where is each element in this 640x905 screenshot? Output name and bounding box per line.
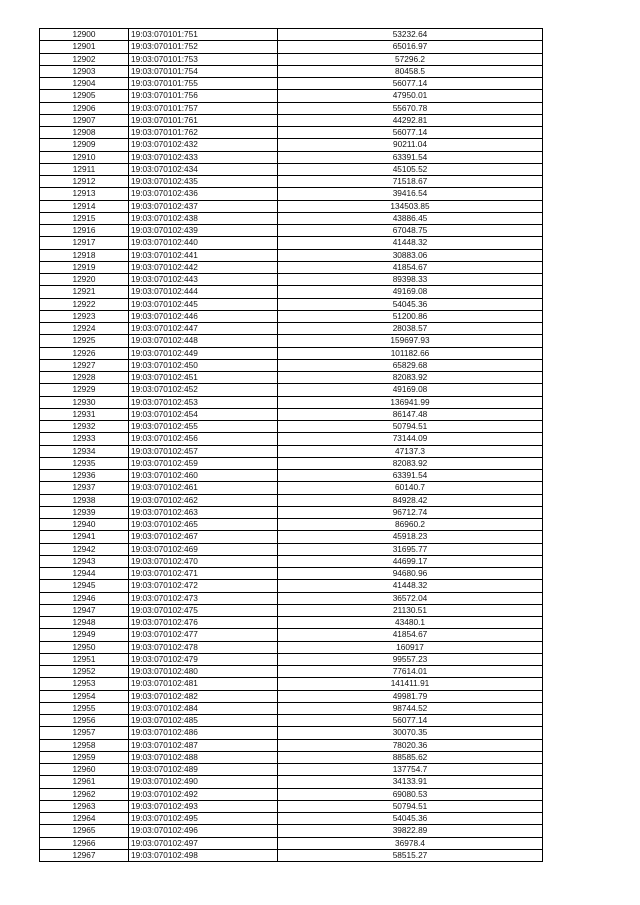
data-table xyxy=(39,28,543,862)
table-row xyxy=(40,274,543,286)
table-row xyxy=(40,127,543,139)
table-row xyxy=(40,849,543,861)
value-cell: 90211.04 xyxy=(278,139,543,151)
row-number-cell: 12948 xyxy=(40,617,129,629)
cadastral-number-cell: 19:03:070102:439 xyxy=(129,225,278,237)
row-number-cell: 12936 xyxy=(40,470,129,482)
cadastral-number-cell: 19:03:070102:453 xyxy=(129,396,278,408)
row-number-cell: 12950 xyxy=(40,641,129,653)
value-cell: 71518.67 xyxy=(278,176,543,188)
cadastral-number-cell: 19:03:070102:496 xyxy=(129,825,278,837)
value-cell: 96712.74 xyxy=(278,506,543,518)
value-cell: 49169.08 xyxy=(278,286,543,298)
row-number-cell: 12906 xyxy=(40,102,129,114)
cadastral-number-cell: 19:03:070102:436 xyxy=(129,188,278,200)
value-cell: 67048.75 xyxy=(278,225,543,237)
table-row xyxy=(40,261,543,273)
cadastral-number-cell: 19:03:070101:753 xyxy=(129,53,278,65)
row-number-cell: 12911 xyxy=(40,163,129,175)
value-cell: 54045.36 xyxy=(278,813,543,825)
table-row xyxy=(40,188,543,200)
cadastral-number-cell: 19:03:070102:498 xyxy=(129,849,278,861)
value-cell: 44292.81 xyxy=(278,114,543,126)
value-cell: 41854.67 xyxy=(278,261,543,273)
table-row xyxy=(40,788,543,800)
row-number-cell: 12915 xyxy=(40,212,129,224)
table-row xyxy=(40,445,543,457)
value-cell: 41448.32 xyxy=(278,237,543,249)
cadastral-number-cell: 19:03:070102:497 xyxy=(129,837,278,849)
cadastral-number-cell: 19:03:070101:751 xyxy=(129,29,278,41)
value-cell: 136941.99 xyxy=(278,396,543,408)
cadastral-number-cell: 19:03:070102:470 xyxy=(129,555,278,567)
row-number-cell: 12912 xyxy=(40,176,129,188)
cadastral-number-cell: 19:03:070102:479 xyxy=(129,653,278,665)
row-number-cell: 12967 xyxy=(40,849,129,861)
value-cell: 50794.51 xyxy=(278,800,543,812)
value-cell: 86147.48 xyxy=(278,408,543,420)
value-cell: 43480.1 xyxy=(278,617,543,629)
row-number-cell: 12900 xyxy=(40,29,129,41)
value-cell: 34133.91 xyxy=(278,776,543,788)
cadastral-number-cell: 19:03:070102:490 xyxy=(129,776,278,788)
cadastral-number-cell: 19:03:070102:471 xyxy=(129,568,278,580)
row-number-cell: 12931 xyxy=(40,408,129,420)
row-number-cell: 12928 xyxy=(40,372,129,384)
cadastral-number-cell: 19:03:070102:452 xyxy=(129,384,278,396)
table-row xyxy=(40,359,543,371)
table-row xyxy=(40,139,543,151)
row-number-cell: 12944 xyxy=(40,568,129,580)
table-row xyxy=(40,604,543,616)
row-number-cell: 12961 xyxy=(40,776,129,788)
table-row xyxy=(40,629,543,641)
table-row xyxy=(40,176,543,188)
row-number-cell: 12919 xyxy=(40,261,129,273)
cadastral-number-cell: 19:03:070102:433 xyxy=(129,151,278,163)
cadastral-number-cell: 19:03:070102:488 xyxy=(129,751,278,763)
cadastral-number-cell: 19:03:070102:467 xyxy=(129,531,278,543)
value-cell: 41448.32 xyxy=(278,580,543,592)
table-row xyxy=(40,298,543,310)
cadastral-number-cell: 19:03:070102:476 xyxy=(129,617,278,629)
cadastral-number-cell: 19:03:070102:443 xyxy=(129,274,278,286)
value-cell: 78020.36 xyxy=(278,739,543,751)
row-number-cell: 12901 xyxy=(40,41,129,53)
value-cell: 43886.45 xyxy=(278,212,543,224)
value-cell: 134503.85 xyxy=(278,200,543,212)
cadastral-number-cell: 19:03:070102:454 xyxy=(129,408,278,420)
table-row xyxy=(40,666,543,678)
table-body xyxy=(40,29,543,862)
value-cell: 82083.92 xyxy=(278,372,543,384)
table-row xyxy=(40,580,543,592)
row-number-cell: 12957 xyxy=(40,727,129,739)
row-number-cell: 12908 xyxy=(40,127,129,139)
row-number-cell: 12932 xyxy=(40,421,129,433)
value-cell: 53232.64 xyxy=(278,29,543,41)
value-cell: 30070.35 xyxy=(278,727,543,739)
cadastral-number-cell: 19:03:070102:448 xyxy=(129,335,278,347)
cadastral-number-cell: 19:03:070102:489 xyxy=(129,764,278,776)
table-row xyxy=(40,114,543,126)
row-number-cell: 12940 xyxy=(40,519,129,531)
row-number-cell: 12925 xyxy=(40,335,129,347)
cadastral-number-cell: 19:03:070102:446 xyxy=(129,310,278,322)
cadastral-number-cell: 19:03:070102:437 xyxy=(129,200,278,212)
row-number-cell: 12923 xyxy=(40,310,129,322)
value-cell: 98744.52 xyxy=(278,702,543,714)
value-cell: 45105.52 xyxy=(278,163,543,175)
table-row xyxy=(40,678,543,690)
cadastral-number-cell: 19:03:070102:493 xyxy=(129,800,278,812)
cadastral-number-cell: 19:03:070101:752 xyxy=(129,41,278,53)
row-number-cell: 12921 xyxy=(40,286,129,298)
row-number-cell: 12924 xyxy=(40,323,129,335)
row-number-cell: 12913 xyxy=(40,188,129,200)
row-number-cell: 12956 xyxy=(40,715,129,727)
table-row xyxy=(40,813,543,825)
row-number-cell: 12946 xyxy=(40,592,129,604)
table-row xyxy=(40,384,543,396)
table-row xyxy=(40,102,543,114)
cadastral-number-cell: 19:03:070102:481 xyxy=(129,678,278,690)
table-row xyxy=(40,519,543,531)
value-cell: 56077.14 xyxy=(278,78,543,90)
cadastral-number-cell: 19:03:070102:495 xyxy=(129,813,278,825)
table-row xyxy=(40,41,543,53)
table-row xyxy=(40,53,543,65)
value-cell: 44699.17 xyxy=(278,555,543,567)
cadastral-number-cell: 19:03:070102:478 xyxy=(129,641,278,653)
row-number-cell: 12958 xyxy=(40,739,129,751)
row-number-cell: 12930 xyxy=(40,396,129,408)
cadastral-number-cell: 19:03:070102:447 xyxy=(129,323,278,335)
table-row xyxy=(40,825,543,837)
table-row xyxy=(40,200,543,212)
table-row xyxy=(40,421,543,433)
cadastral-number-cell: 19:03:070101:755 xyxy=(129,78,278,90)
cadastral-number-cell: 19:03:070101:754 xyxy=(129,65,278,77)
cadastral-number-cell: 19:03:070101:761 xyxy=(129,114,278,126)
value-cell: 160917 xyxy=(278,641,543,653)
table-row xyxy=(40,90,543,102)
table-row xyxy=(40,506,543,518)
value-cell: 101182.66 xyxy=(278,347,543,359)
table-row xyxy=(40,592,543,604)
cadastral-number-cell: 19:03:070102:445 xyxy=(129,298,278,310)
table-row xyxy=(40,286,543,298)
table-row xyxy=(40,653,543,665)
cadastral-number-cell: 19:03:070102:492 xyxy=(129,788,278,800)
cadastral-number-cell: 19:03:070102:460 xyxy=(129,470,278,482)
value-cell: 159697.93 xyxy=(278,335,543,347)
table-row xyxy=(40,690,543,702)
cadastral-number-cell: 19:03:070102:465 xyxy=(129,519,278,531)
table-row xyxy=(40,641,543,653)
value-cell: 28038.57 xyxy=(278,323,543,335)
cadastral-number-cell: 19:03:070102:438 xyxy=(129,212,278,224)
row-number-cell: 12942 xyxy=(40,543,129,555)
value-cell: 51200.86 xyxy=(278,310,543,322)
row-number-cell: 12929 xyxy=(40,384,129,396)
row-number-cell: 12907 xyxy=(40,114,129,126)
table-row xyxy=(40,568,543,580)
cadastral-number-cell: 19:03:070102:442 xyxy=(129,261,278,273)
cadastral-number-cell: 19:03:070102:451 xyxy=(129,372,278,384)
value-cell: 21130.51 xyxy=(278,604,543,616)
cadastral-number-cell: 19:03:070102:482 xyxy=(129,690,278,702)
table-row xyxy=(40,764,543,776)
row-number-cell: 12920 xyxy=(40,274,129,286)
row-number-cell: 12964 xyxy=(40,813,129,825)
row-number-cell: 12935 xyxy=(40,457,129,469)
table-row xyxy=(40,800,543,812)
row-number-cell: 12945 xyxy=(40,580,129,592)
table-row xyxy=(40,543,543,555)
table-row xyxy=(40,776,543,788)
cadastral-number-cell: 19:03:070102:484 xyxy=(129,702,278,714)
cadastral-number-cell: 19:03:070102:472 xyxy=(129,580,278,592)
table-row xyxy=(40,751,543,763)
table-row xyxy=(40,396,543,408)
row-number-cell: 12955 xyxy=(40,702,129,714)
table-row xyxy=(40,457,543,469)
cadastral-number-cell: 19:03:070102:432 xyxy=(129,139,278,151)
cadastral-number-cell: 19:03:070102:456 xyxy=(129,433,278,445)
table-row xyxy=(40,702,543,714)
cadastral-number-cell: 19:03:070101:757 xyxy=(129,102,278,114)
table-row xyxy=(40,531,543,543)
cadastral-number-cell: 19:03:070102:459 xyxy=(129,457,278,469)
row-number-cell: 12916 xyxy=(40,225,129,237)
row-number-cell: 12927 xyxy=(40,359,129,371)
cadastral-number-cell: 19:03:070102:450 xyxy=(129,359,278,371)
row-number-cell: 12934 xyxy=(40,445,129,457)
value-cell: 30883.06 xyxy=(278,249,543,261)
value-cell: 39416.54 xyxy=(278,188,543,200)
value-cell: 69080.53 xyxy=(278,788,543,800)
row-number-cell: 12938 xyxy=(40,494,129,506)
row-number-cell: 12904 xyxy=(40,78,129,90)
row-number-cell: 12914 xyxy=(40,200,129,212)
row-number-cell: 12966 xyxy=(40,837,129,849)
cadastral-number-cell: 19:03:070102:477 xyxy=(129,629,278,641)
row-number-cell: 12963 xyxy=(40,800,129,812)
value-cell: 56077.14 xyxy=(278,127,543,139)
value-cell: 58515.27 xyxy=(278,849,543,861)
table-row xyxy=(40,347,543,359)
value-cell: 47950.01 xyxy=(278,90,543,102)
value-cell: 84928.42 xyxy=(278,494,543,506)
value-cell: 63391.54 xyxy=(278,151,543,163)
row-number-cell: 12917 xyxy=(40,237,129,249)
value-cell: 65829.68 xyxy=(278,359,543,371)
table-row xyxy=(40,715,543,727)
row-number-cell: 12947 xyxy=(40,604,129,616)
row-number-cell: 12954 xyxy=(40,690,129,702)
table-row xyxy=(40,78,543,90)
table-row xyxy=(40,212,543,224)
cadastral-number-cell: 19:03:070102:486 xyxy=(129,727,278,739)
cadastral-number-cell: 19:03:070102:435 xyxy=(129,176,278,188)
value-cell: 36978.4 xyxy=(278,837,543,849)
cadastral-number-cell: 19:03:070102:485 xyxy=(129,715,278,727)
cadastral-number-cell: 19:03:070102:487 xyxy=(129,739,278,751)
table-row xyxy=(40,617,543,629)
value-cell: 99557.23 xyxy=(278,653,543,665)
value-cell: 50794.51 xyxy=(278,421,543,433)
row-number-cell: 12937 xyxy=(40,482,129,494)
table-row xyxy=(40,739,543,751)
table-row xyxy=(40,494,543,506)
value-cell: 41854.67 xyxy=(278,629,543,641)
row-number-cell: 12953 xyxy=(40,678,129,690)
cadastral-number-cell: 19:03:070102:440 xyxy=(129,237,278,249)
row-number-cell: 12905 xyxy=(40,90,129,102)
value-cell: 49169.08 xyxy=(278,384,543,396)
row-number-cell: 12959 xyxy=(40,751,129,763)
table-row xyxy=(40,335,543,347)
cadastral-number-cell: 19:03:070102:434 xyxy=(129,163,278,175)
cadastral-number-cell: 19:03:070102:444 xyxy=(129,286,278,298)
cadastral-number-cell: 19:03:070101:756 xyxy=(129,90,278,102)
row-number-cell: 12943 xyxy=(40,555,129,567)
value-cell: 56077.14 xyxy=(278,715,543,727)
value-cell: 82083.92 xyxy=(278,457,543,469)
cadastral-number-cell: 19:03:070102:461 xyxy=(129,482,278,494)
row-number-cell: 12909 xyxy=(40,139,129,151)
value-cell: 86960.2 xyxy=(278,519,543,531)
value-cell: 89398.33 xyxy=(278,274,543,286)
value-cell: 141411.91 xyxy=(278,678,543,690)
table-row xyxy=(40,837,543,849)
row-number-cell: 12933 xyxy=(40,433,129,445)
value-cell: 54045.36 xyxy=(278,298,543,310)
value-cell: 31695.77 xyxy=(278,543,543,555)
cadastral-number-cell: 19:03:070102:462 xyxy=(129,494,278,506)
row-number-cell: 12926 xyxy=(40,347,129,359)
value-cell: 63391.54 xyxy=(278,470,543,482)
table-row xyxy=(40,323,543,335)
table-row xyxy=(40,433,543,445)
table-row xyxy=(40,727,543,739)
table-row xyxy=(40,249,543,261)
cadastral-number-cell: 19:03:070102:475 xyxy=(129,604,278,616)
row-number-cell: 12939 xyxy=(40,506,129,518)
row-number-cell: 12918 xyxy=(40,249,129,261)
row-number-cell: 12903 xyxy=(40,65,129,77)
table-row xyxy=(40,470,543,482)
table-row xyxy=(40,555,543,567)
value-cell: 77614.01 xyxy=(278,666,543,678)
table-row xyxy=(40,310,543,322)
row-number-cell: 12922 xyxy=(40,298,129,310)
row-number-cell: 12960 xyxy=(40,764,129,776)
table-row xyxy=(40,65,543,77)
row-number-cell: 12902 xyxy=(40,53,129,65)
table-row xyxy=(40,372,543,384)
table-row xyxy=(40,225,543,237)
cadastral-number-cell: 19:03:070102:469 xyxy=(129,543,278,555)
cadastral-number-cell: 19:03:070102:455 xyxy=(129,421,278,433)
table-row xyxy=(40,29,543,41)
cadastral-number-cell: 19:03:070102:480 xyxy=(129,666,278,678)
value-cell: 49981.79 xyxy=(278,690,543,702)
row-number-cell: 12949 xyxy=(40,629,129,641)
value-cell: 36572.04 xyxy=(278,592,543,604)
value-cell: 39822.89 xyxy=(278,825,543,837)
row-number-cell: 12965 xyxy=(40,825,129,837)
value-cell: 47137.3 xyxy=(278,445,543,457)
row-number-cell: 12952 xyxy=(40,666,129,678)
value-cell: 94680.96 xyxy=(278,568,543,580)
cadastral-number-cell: 19:03:070101:762 xyxy=(129,127,278,139)
row-number-cell: 12951 xyxy=(40,653,129,665)
row-number-cell: 12941 xyxy=(40,531,129,543)
table-row xyxy=(40,408,543,420)
value-cell: 57296.2 xyxy=(278,53,543,65)
table-row xyxy=(40,482,543,494)
cadastral-number-cell: 19:03:070102:441 xyxy=(129,249,278,261)
row-number-cell: 12910 xyxy=(40,151,129,163)
value-cell: 88585.62 xyxy=(278,751,543,763)
value-cell: 65016.97 xyxy=(278,41,543,53)
cadastral-number-cell: 19:03:070102:457 xyxy=(129,445,278,457)
row-number-cell: 12962 xyxy=(40,788,129,800)
table-row xyxy=(40,151,543,163)
value-cell: 60140.7 xyxy=(278,482,543,494)
value-cell: 137754.7 xyxy=(278,764,543,776)
cadastral-number-cell: 19:03:070102:463 xyxy=(129,506,278,518)
value-cell: 80458.5 xyxy=(278,65,543,77)
value-cell: 73144.09 xyxy=(278,433,543,445)
value-cell: 55670.78 xyxy=(278,102,543,114)
cadastral-number-cell: 19:03:070102:473 xyxy=(129,592,278,604)
value-cell: 45918.23 xyxy=(278,531,543,543)
table-row xyxy=(40,237,543,249)
table-row xyxy=(40,163,543,175)
cadastral-number-cell: 19:03:070102:449 xyxy=(129,347,278,359)
